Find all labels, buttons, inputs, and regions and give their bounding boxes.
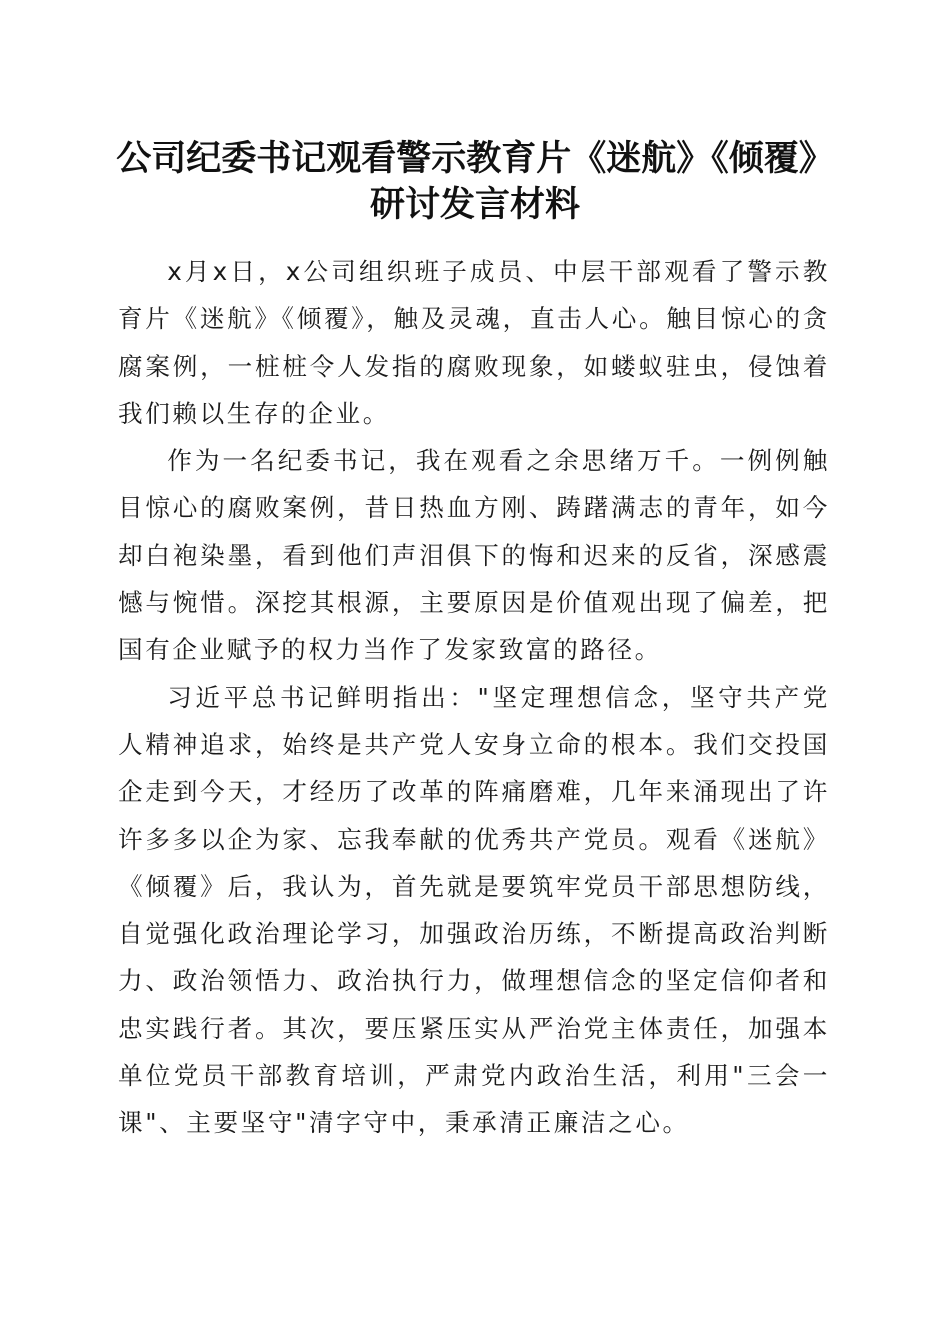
paragraph-1: x月x日，x公司组织班子成员、中层干部观看了警示教育片《迷航》《倾覆》，触及灵魂，直击人心。触目惊心的贪腐案例，一桩桩令人发指的腐败现象，如蝼蚁驻虫，侵蚀着我们赖以生存的企业。 bbox=[118, 257, 830, 428]
document-body bbox=[118, 248, 830, 1147]
paragraph-3: 习近平总书记鲜明指出："坚定理想信念，坚守共产党人精神追求，始终是共产党人安身立命的根本。我们交投国企走到今天，才经历了改革的阵痛磨难，几年来涌现出了许许多多以企为家、忘我奉献的优秀共产党员。观看《迷航》《倾覆》后，我认为，首先就是要筑牢党员干部思想防线，自觉强化政治理论学习，加强政治历练，不断提高政治判断力、政治领悟力、政治执行力，做理想信念的坚定信仰者和忠实践行者。其次，要压紧压实从严治党主体责任，加强本单位党员干部教育培训，严肃党内政治生活，利用"三会一课"、主要坚守"清字守中，秉承清正廉洁之心。 bbox=[118, 682, 830, 1138]
paragraph-2: 作为一名纪委书记，我在观看之余思绪万千。一例例触目惊心的腐败案例，昔日热血方刚、踌躇满志的青年，如今却白袍染墨，看到他们声泪俱下的悔和迟来的反省，深感震憾与惋惜。深挖其根源，主要原因是价值观出现了偏差，把国有企业赋予的权力当作了发家致富的路径。 bbox=[118, 446, 830, 665]
document-title: 公司纪委书记观看警示教育片《迷航》《倾覆》研讨发言材料 bbox=[116, 138, 834, 225]
